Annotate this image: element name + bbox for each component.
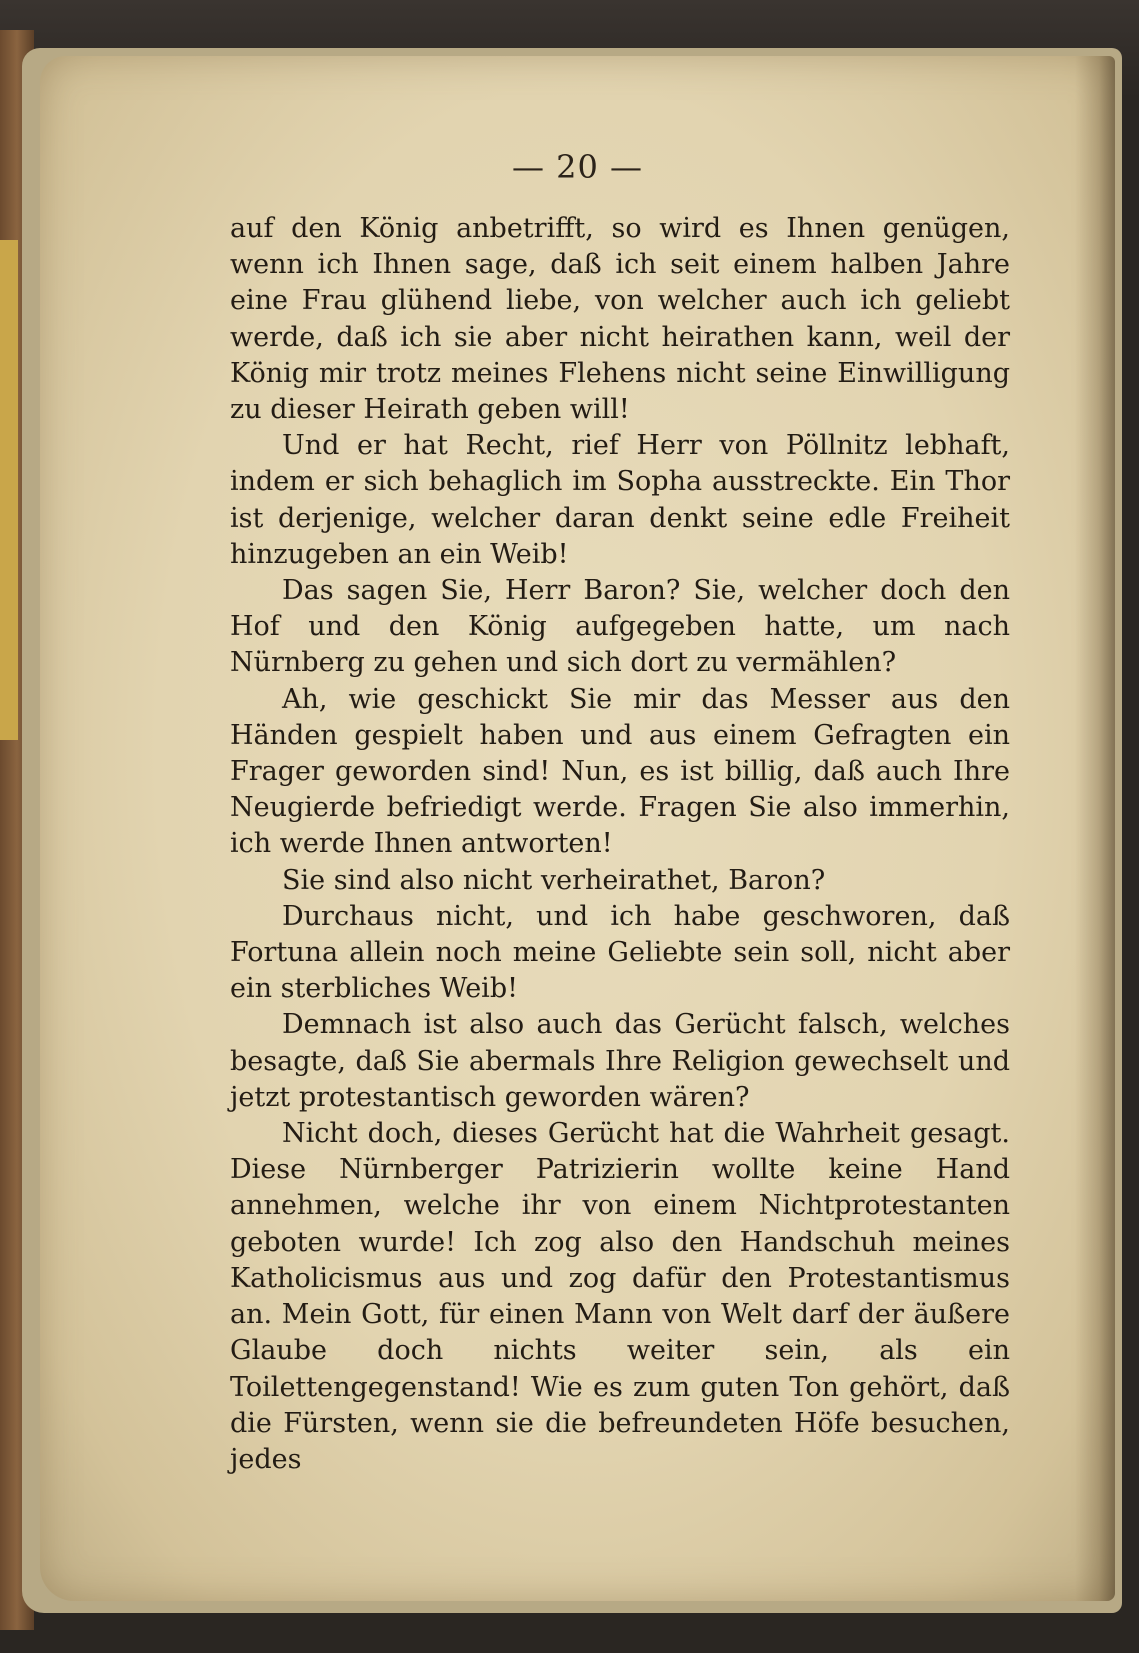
paragraph: Sie sind also nicht verheirathet, Baron? <box>282 864 826 896</box>
cover-label-strip <box>0 240 18 740</box>
paragraph: Das sagen Sie, Herr Baron? Sie, welcher doch den Hof und den König aufgegeben hatte, um nach Nürnberg zu gehen und sich dort zu vermählen? <box>230 575 1010 679</box>
paragraph: Und er hat Recht, rief Herr von Pöllnitz lebhaft, indem er sich behaglich im Sopha ausstreckte. Ein Thor ist derjenige, welcher daran denkt seine edle Freiheit hinzugeben an ein Weib! <box>230 430 1010 570</box>
paragraph: Demnach ist also auch das Gerücht falsch, welches besagte, daß Sie abermals Ihre Religion gewechselt und jetzt protestantisch geworden wären? <box>230 1009 1010 1113</box>
paragraph: Durchaus nicht, und ich habe geschworen, daß Fortuna allein noch meine Geliebte sein soll, nicht aber ein sterbliches Weib! <box>230 900 1010 1005</box>
page-number: — 20 — <box>511 148 644 186</box>
book-page <box>40 56 1115 1601</box>
body-text <box>230 211 1010 1478</box>
paragraph: Nicht doch, dieses Gerücht hat die Wahrheit gesagt. Diese Nürnberger Patrizierin wollte keine Hand annehmen, welche ihr von einem Nichtprotestanten geboten wurde! Ich zog also den Handschuh meines Katholicismus aus und zog dafür den Protestantismus an. Mein Gott, für einen Mann von Welt darf der äußere Glaube doch nichts weiter sein, als ein Toilettengegenstand! Wie es zum guten Ton gehört, daß die Fürsten, wenn sie die befreundeten Höfe besuchen, jedes <box>230 1118 1010 1475</box>
paragraph: Ah, wie geschickt Sie mir das Messer aus den Händen gespielt haben und aus einem Gefragten ein Frager geworden sind! Nun, es ist billig, daß auch Ihre Neugierde befriedigt werde. Fragen Sie also immerhin, ich werde Ihnen antworten! <box>230 683 1010 860</box>
paragraph: auf den König anbetrifft, so wird es Ihnen genügen, wenn ich Ihnen sage, daß ich seit einem halben Jahre eine Frau glühend liebe, von welcher auch ich geliebt werde, daß ich sie aber nicht heirathen kann, weil der König mir trotz meines Flehens nicht seine Einwilligung zu dieser Heirath geben will! <box>230 213 1010 426</box>
page-gutter-shadow <box>1075 56 1115 1601</box>
